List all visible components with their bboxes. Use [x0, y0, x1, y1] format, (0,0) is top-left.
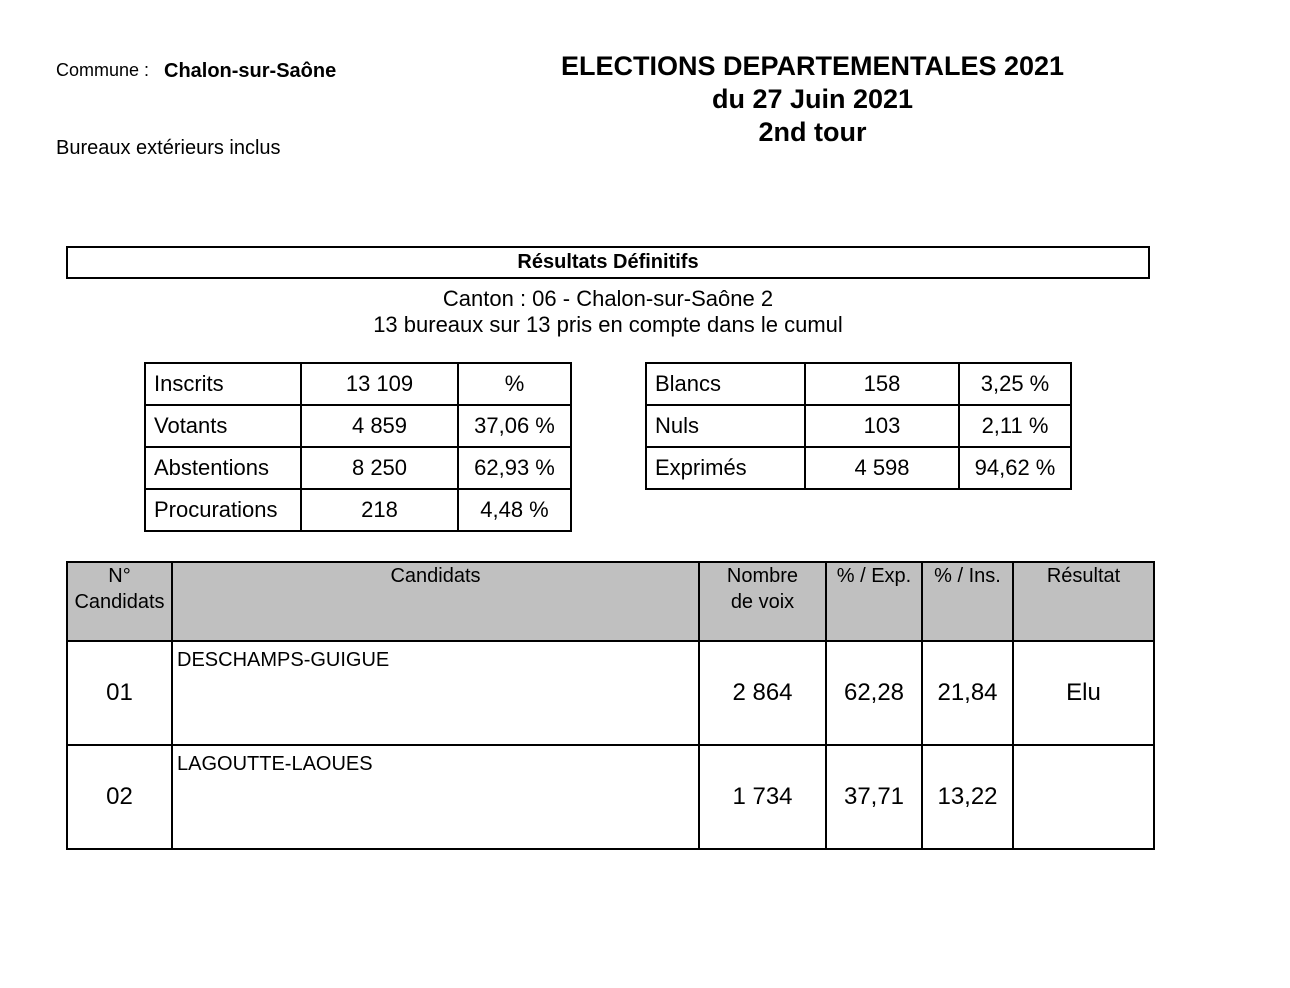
candidate-name: DESCHAMPS-GUIGUE: [177, 649, 390, 671]
title-line-3: 2nd tour: [758, 117, 867, 147]
candidate-result: Elu: [1013, 641, 1154, 745]
candidate-pct-inscrits: 21,84: [922, 641, 1013, 745]
candidate-row: [67, 745, 1154, 849]
title-line-2: du 27 Juin 2021: [711, 84, 914, 114]
candidates-table: [66, 561, 1155, 850]
stats-value: 103: [805, 405, 959, 447]
candidate-result: [1013, 745, 1154, 849]
candidate-name-cell: [172, 641, 699, 745]
title-line-1: ELECTIONS DEPARTEMENTALES 2021: [560, 51, 1065, 81]
candidate-number: 01: [67, 641, 172, 745]
candidate-name: LAGOUTTE-LAOUES: [177, 753, 373, 775]
candidate-votes: 2 864: [699, 641, 826, 745]
stats-percent: 94,62 %: [959, 447, 1071, 489]
header-result: Résultat: [1013, 562, 1154, 641]
header-votes-line-1: Nombre: [726, 565, 799, 587]
stats-row-nuls: [646, 405, 1071, 447]
candidate-name-cell: [172, 745, 699, 849]
header-candidate-number: [67, 562, 172, 641]
stats-label: Procurations: [145, 489, 301, 531]
stats-value: 4 859: [301, 405, 458, 447]
stats-row-votants: [145, 405, 571, 447]
document-title: [500, 50, 1125, 149]
bureaux-count: 13 bureaux sur 13 pris en compte dans le cumul: [373, 312, 843, 337]
bureaux-note: Bureaux extérieurs inclus: [56, 137, 281, 159]
stats-label: Exprimés: [646, 447, 805, 489]
header-votes: [699, 562, 826, 641]
stats-percent: %: [458, 363, 571, 405]
ballot-stats-table: [645, 362, 1072, 490]
stats-row-blancs: [646, 363, 1071, 405]
stats-label: Blancs: [646, 363, 805, 405]
candidate-pct-inscrits: 13,22: [922, 745, 1013, 849]
stats-percent: 62,93 %: [458, 447, 571, 489]
header-num-line-2: Candidats: [74, 591, 165, 613]
commune-label: Commune :: [56, 60, 150, 80]
stats-value: 218: [301, 489, 458, 531]
canton-info: [66, 286, 1150, 338]
commune-name: Chalon-sur-Saône: [164, 60, 337, 82]
stats-percent: 37,06 %: [458, 405, 571, 447]
header-num-line-1: N°: [108, 565, 131, 587]
stats-value: 13 109: [301, 363, 458, 405]
stats-label: Nuls: [646, 405, 805, 447]
candidate-number: 02: [67, 745, 172, 849]
header-candidate-name: Candidats: [172, 562, 699, 641]
stats-row-inscrits: [145, 363, 571, 405]
stats-percent: 3,25 %: [959, 363, 1071, 405]
header-pct-inscrits: % / Ins.: [922, 562, 1013, 641]
candidate-votes: 1 734: [699, 745, 826, 849]
stats-percent: 4,48 %: [458, 489, 571, 531]
stats-row-abstentions: [145, 447, 571, 489]
candidate-pct-exprimes: 62,28: [826, 641, 922, 745]
candidate-row: [67, 641, 1154, 745]
candidates-header-row: [67, 562, 1154, 641]
candidate-pct-exprimes: 37,71: [826, 745, 922, 849]
turnout-stats-table: [144, 362, 572, 532]
header-votes-line-2: de voix: [730, 591, 795, 613]
results-heading: Résultats Définitifs: [66, 246, 1150, 279]
stats-value: 158: [805, 363, 959, 405]
stats-row-exprimes: [646, 447, 1071, 489]
canton-name: Canton : 06 - Chalon-sur-Saône 2: [442, 286, 774, 311]
stats-label: Votants: [145, 405, 301, 447]
stats-label: Abstentions: [145, 447, 301, 489]
stats-row-procurations: [145, 489, 571, 531]
stats-value: 4 598: [805, 447, 959, 489]
header-pct-exprimes: % / Exp.: [826, 562, 922, 641]
stats-percent: 2,11 %: [959, 405, 1071, 447]
stats-value: 8 250: [301, 447, 458, 489]
stats-label: Inscrits: [145, 363, 301, 405]
